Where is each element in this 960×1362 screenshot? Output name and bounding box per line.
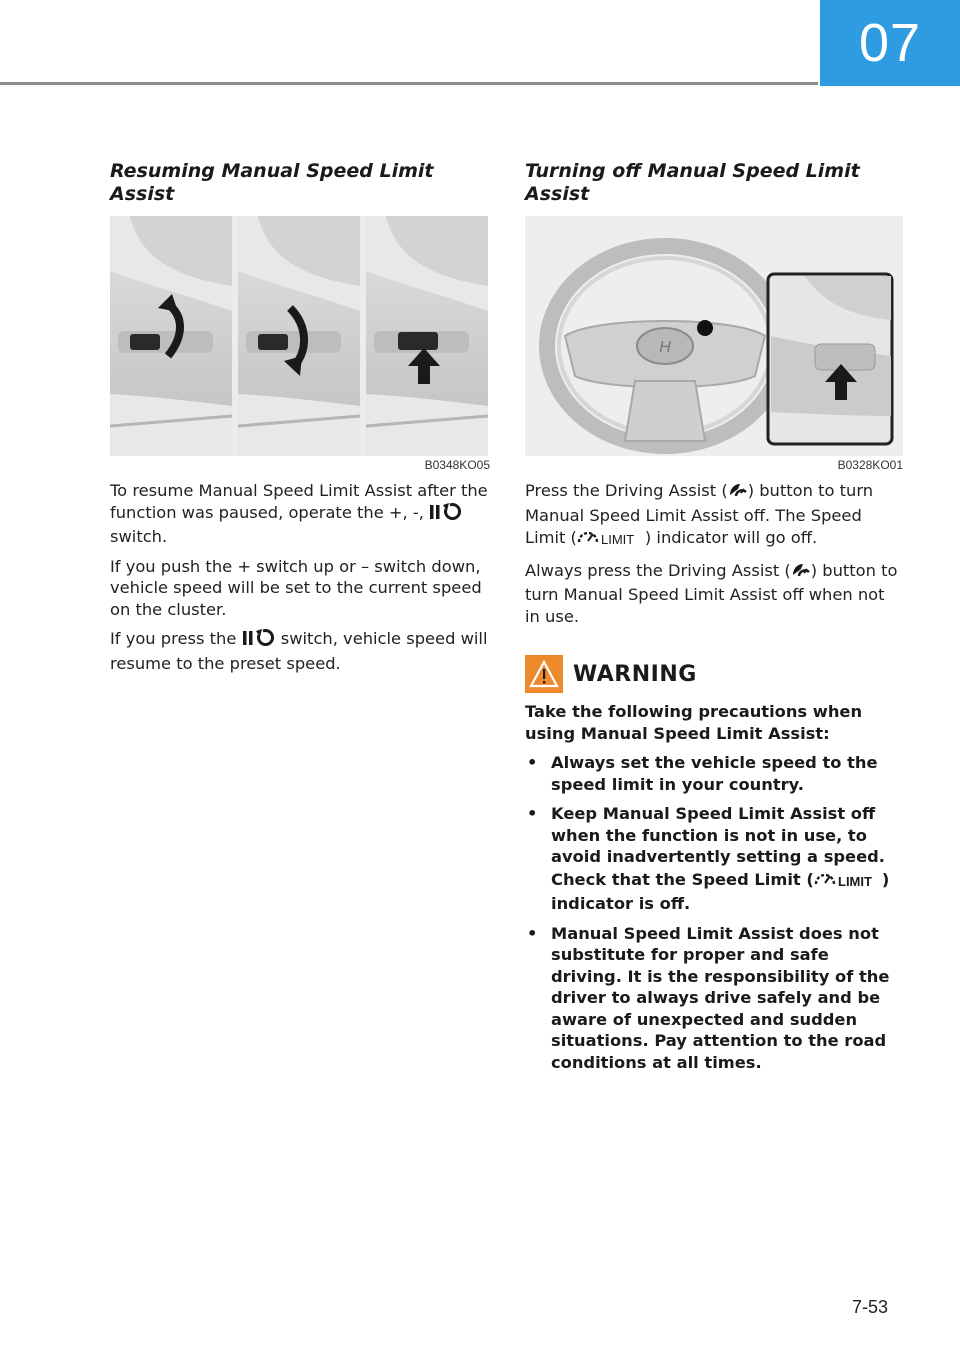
panel-resume-press <box>366 216 488 456</box>
left-column <box>110 160 490 674</box>
warning-item: • Keep Manual Speed Limit Assist off when the function is not in use, to avoid inadvertently setting a speed. Check that the Speed Limit ( LIMIT ) indicator is off. <box>525 803 903 915</box>
figure-code: B0328KO01 <box>837 458 903 472</box>
right-column <box>525 160 903 1081</box>
header-rule <box>0 82 818 85</box>
paragraph-press-driving-assist: Press the Driving Assist ( ) button to turn Manual Speed Limit Assist off. The Speed Limit ( LIMIT ) indicator will go off. <box>525 480 903 552</box>
speed-limit-indicator-icon <box>577 526 645 552</box>
svg-text:H: H <box>659 339 671 356</box>
warning-item: • Manual Speed Limit Assist does not substitute for proper and safe driving. It is the responsibility of the driver to always drive safely and be aware of unexpected and sudden situations. Pay attention to the road conditions at all times. <box>525 923 903 1074</box>
paragraph-always-press: Always press the Driving Assist ( ) button to turn Manual Speed Limit Assist off when not in use. <box>525 560 898 626</box>
paragraph-press-switch: If you press the switch, vehicle speed will resume to the preset speed. <box>110 629 488 673</box>
section-heading-turning-off: Turning off Manual Speed Limit Assist <box>525 160 860 205</box>
driving-assist-icon <box>791 561 811 585</box>
steering-wheel <box>547 246 783 446</box>
warning-intro: Take the following precautions when using Manual Speed Limit Assist: <box>525 702 863 743</box>
paragraph-resume-intro: To resume Manual Speed Limit Assist after the function was paused, operate the +, -, switch. <box>110 481 488 546</box>
panel-minus-down <box>238 216 360 456</box>
page-number: 7-53 <box>852 1297 889 1317</box>
section-heading-resuming: Resuming Manual Speed Limit Assist <box>110 160 434 205</box>
figure-steering-wheel <box>525 216 903 456</box>
pause-resume-switch-icon <box>242 629 276 653</box>
figure-code: B0348KO05 <box>424 458 490 472</box>
warning-header <box>525 655 903 693</box>
speed-limit-indicator-icon <box>814 868 882 894</box>
limit-label: LIMIT <box>600 532 635 546</box>
inset-driving-assist-button <box>768 274 892 444</box>
steering-switch-illustration <box>110 216 488 456</box>
warning-item: • Always set the vehicle speed to the speed limit in your country. <box>525 752 903 795</box>
warning-list <box>525 752 903 1073</box>
warning-triangle-icon <box>525 655 563 693</box>
limit-label: LIMIT <box>837 873 872 888</box>
figure-switch-operation <box>110 216 488 456</box>
panel-plus-up <box>110 216 232 456</box>
warning-title: WARNING <box>573 661 697 687</box>
steering-wheel-illustration <box>525 216 903 456</box>
pause-resume-switch-icon <box>429 503 463 527</box>
chapter-tab: 07 <box>820 0 960 86</box>
driving-assist-icon <box>728 481 748 505</box>
paragraph-push-switch: If you push the + switch up or – switch down, vehicle speed will be set to the current speed on the cluster. <box>110 556 482 619</box>
